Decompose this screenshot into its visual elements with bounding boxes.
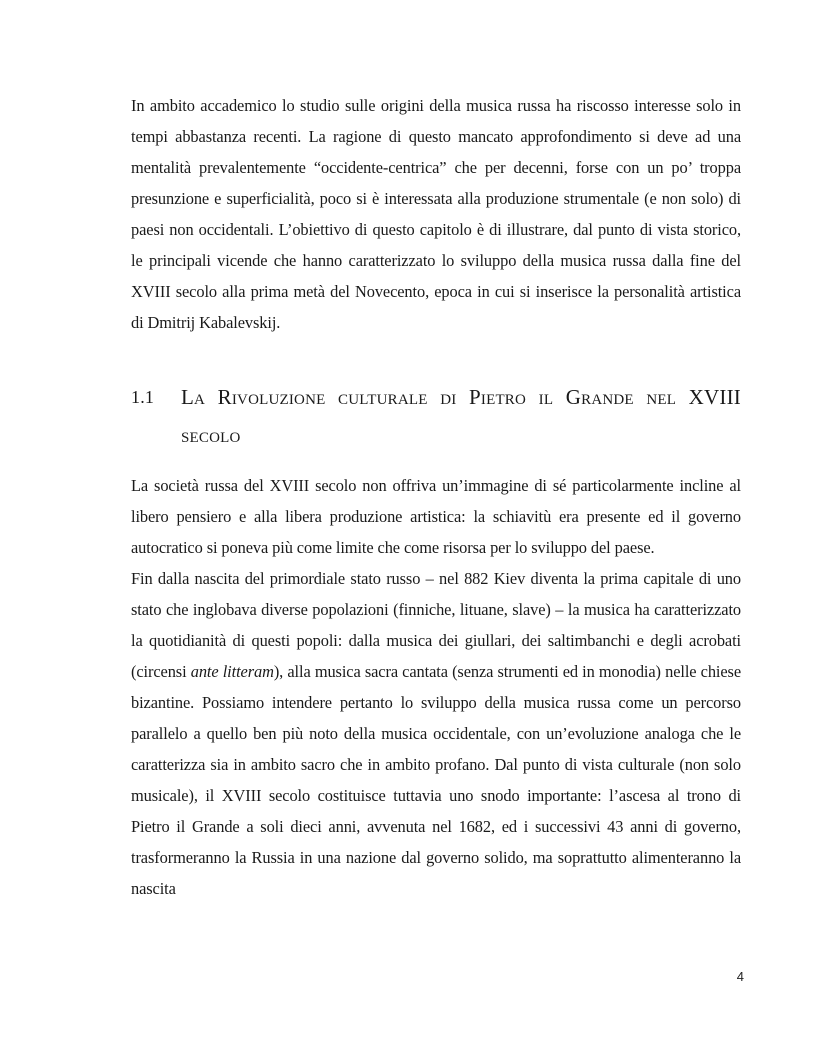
section-title: La Rivoluzione culturale di Pietro il Grande nel XVIII secolo xyxy=(181,385,741,447)
paragraph-text-part-2: ), alla musica sacra cantata (senza strumenti ed in monodia) nelle chiese bizantine. Possiamo intendere pertanto lo sviluppo della musica russa come un percorso parallelo a quello ben più noto della musica occidentale, con un’evoluzione analoga che le caratterizza sia in ambito sacro che in ambito profano. Dal punto di vista culturale (non solo musicale), il XVIII secolo costituisce tuttavia uno snodo importante: l’ascesa al trono di Pietro il Grande a soli dieci anni, avvenuta nel 1682, ed i successivi 43 anni di governo, trasformeranno la Russia in una nazione dal governo solido, ma soprattutto alimenteranno la nascita xyxy=(131,662,741,898)
section-heading xyxy=(131,378,741,454)
body-paragraph-history xyxy=(131,563,741,904)
intro-paragraph: In ambito accademico lo studio sulle origini della musica russa ha riscosso interesse solo in tempi abbastanza recenti. La ragione di questo mancato approfondimento si deve ad una mentalità prevalentemente “occidente-centrica” che per decenni, forse con un po’ troppa presunzione e superficialità, poco si è interessata alla produzione strumentale (e non solo) di paesi non occidentali. L’obiettivo di questo capitolo è di illustrare, dal punto di vista storico, le principali vicende che hanno caratterizzato lo sviluppo della musica russa dalla fine del XVIII secolo alla prima metà del Novecento, epoca in cui si inserisce la personalità artistica di Dmitrij Kabalevskij. xyxy=(131,96,741,332)
paragraph-text-part-1: Fin dalla nascita del primordiale stato russo – nel 882 Kiev diventa la prima capitale di uno stato che inglobava diverse popolazioni (finniche, lituane, slave) – la musica ha caratterizzato la quotidianità di questi popoli: dalla musica dei giullari, dei saltimbanchi e degli acrobati (circensi xyxy=(131,569,741,681)
body-paragraph-society: La società russa del XVIII secolo non offriva un’immagine di sé particolarmente incline al libero pensiero e alla libera produzione artistica: la schiavitù era presente ed il governo autocratico si poneva più come limite che come risorsa per lo sviluppo del paese. xyxy=(131,476,741,557)
section-number: 1.1 xyxy=(131,387,155,407)
paragraph-italic-term: ante litteram xyxy=(190,662,274,681)
document-page xyxy=(131,90,741,904)
page-number: 4 xyxy=(736,969,744,984)
